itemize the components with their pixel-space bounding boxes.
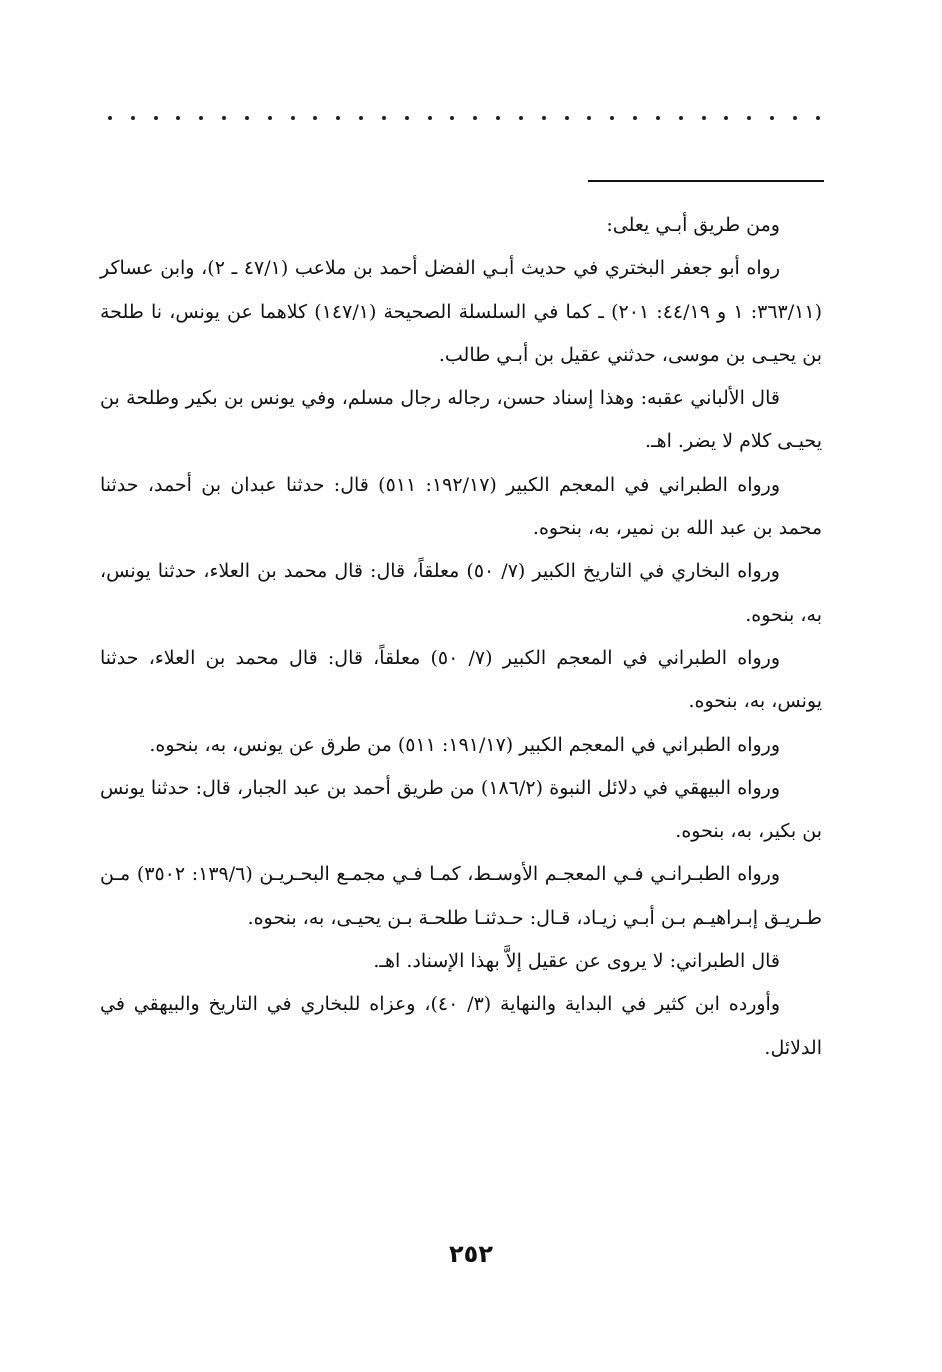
separator-dot [496, 116, 500, 120]
paragraph: ورواه الطبـرانـي فـي المعجـم الأوسـط، كمـا فـي مجمـع البحـريـن (١٣٩/٦: ٣٥٠٢) مـن طـريـق إبـراهيـم بـن أبـي زيـاد، قـال: حـدثنـا طلحـة بـن يحيـى، به، بنحوه. [100, 863, 822, 929]
paragraph: قال الطبراني: لا يروى عن عقيل إلاَّ بهذا الإسناد. اهـ. [373, 950, 780, 973]
paragraph: ومن طريق أبـي يعلى: [606, 214, 780, 236]
separator-dot [656, 116, 660, 120]
separator-dot [565, 116, 569, 120]
separator-dot [382, 116, 386, 120]
separator-dot [679, 116, 683, 120]
separator-dot [633, 116, 637, 120]
footnote-rule [588, 180, 824, 182]
separator-dot [268, 116, 272, 120]
paragraph: ورواه الطبراني في المعجم الكبير (١٩١/١٧: ٥١١) من طرق عن يونس، به، بنحوه. [149, 733, 780, 756]
separator-dot [222, 116, 226, 120]
separator-dot [473, 116, 477, 120]
separator-dot [313, 116, 317, 120]
paragraph: ورواه الطبراني في المعجم الكبير (١٩٢/١٧: ٥١١) قال: حدثنا عبدان بن أحمد، حدثنا محمد بن عبد الله بن نمير، به، بنحوه. [100, 473, 822, 540]
separator-dot [108, 116, 112, 120]
separator-dot [359, 116, 363, 120]
separator-dot [610, 116, 614, 120]
paragraph: وأورده ابن كثير في البداية والنهاية (٣/ ٤٠)، وعزاه للبخاري في التاريخ والبيهقي في الدلائل. [100, 993, 822, 1059]
top-dotted-separator [108, 116, 820, 130]
separator-dot [702, 116, 706, 120]
separator-dot [245, 116, 249, 120]
body-text [100, 204, 822, 1070]
separator-dot [131, 116, 135, 120]
separator-dot [793, 116, 797, 120]
separator-dot [176, 116, 180, 120]
separator-dot [199, 116, 203, 120]
separator-dot [450, 116, 454, 120]
paragraph: ورواه البخاري في التاريخ الكبير (٧/ ٥٠) معلقاً، قال: قال محمد بن العلاء، حدثنا يونس، به، بنحوه. [100, 560, 822, 626]
separator-dot [542, 116, 546, 120]
separator-dot [428, 116, 432, 120]
separator-dot [154, 116, 158, 120]
separator-dot [291, 116, 295, 120]
separator-dot [587, 116, 591, 120]
separator-dot [336, 116, 340, 120]
separator-dot [747, 116, 751, 120]
paragraph: رواه أبو جعفر البختري في حديث أبـي الفضل أحمد بن ملاعب (٤٧/١ ـ ٢)، وابن عساكر (٣٦٣/١١: ١ و ٤٤/١٩: ٢٠١) ـ كما في السلسلة الصحيحة (١٤٧/١) كلاهما عن يونس، نا طلحة بن يحيـى بن موسى، حدثني عقيل بن أبـي طالب. [100, 257, 822, 366]
separator-dot [519, 116, 523, 120]
separator-dot [770, 116, 774, 120]
separator-dot [816, 116, 820, 120]
separator-dot [405, 116, 409, 120]
separator-dot [724, 116, 728, 120]
paragraph: قال الألباني عقبه: وهذا إسناد حسن، رجاله رجال مسلم، وفي يونس بن بكير وطلحة بن يحيـى كلام لا يضر. اهـ. [100, 387, 822, 453]
paragraph: ورواه البيهقي في دلائل النبوة (١٨٦/٢) من طريق أحمد بن عبد الجبار، قال: حدثنا يونس بن بكير، به، بنحوه. [100, 776, 822, 843]
paragraph: ورواه الطبراني في المعجم الكبير (٧/ ٥٠) معلقاً، قال: قال محمد بن العلاء، حدثنا يونس، به، بنحوه. [100, 646, 822, 713]
page-number: ٢٥٢ [449, 1240, 493, 1268]
